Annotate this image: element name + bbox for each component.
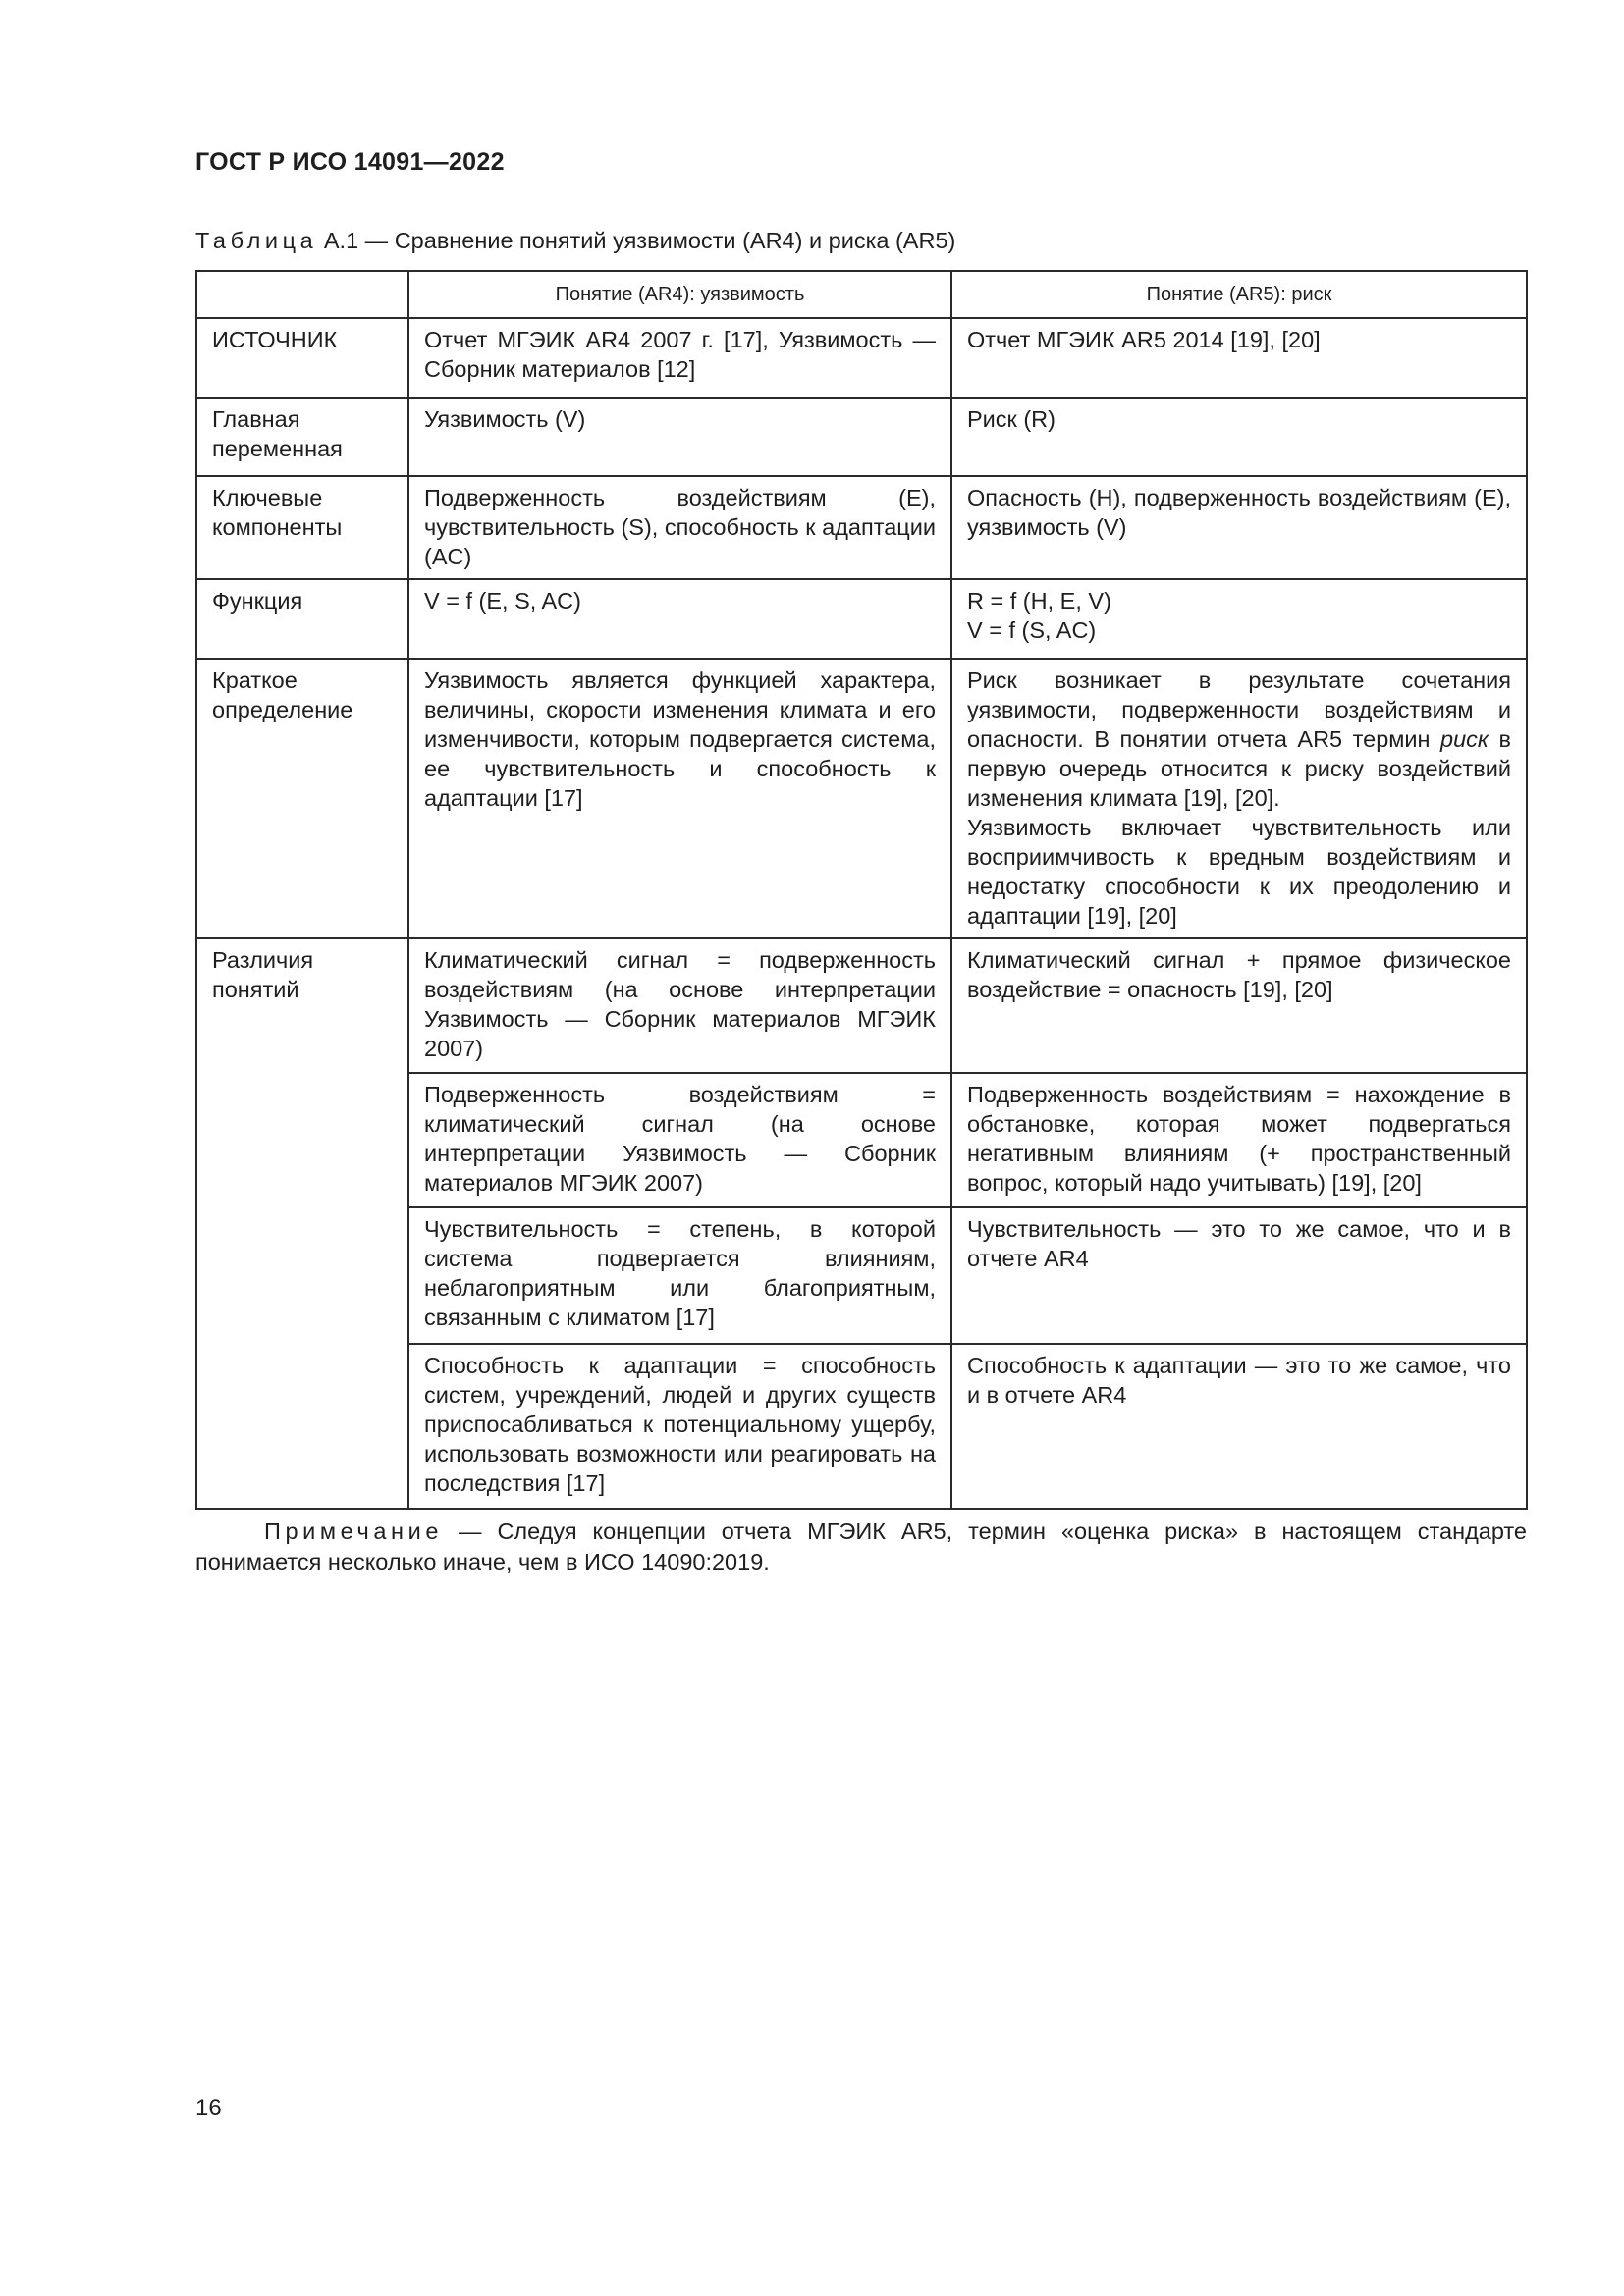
cell-ar5 [951, 579, 1527, 659]
table-row-main-variable [196, 398, 1527, 476]
definition-text: в первую очередь относится к риску воздействий изменения климата [19], [20]. [967, 726, 1511, 811]
cell-ar5: Опасность (H), подверженность воздействиям (E), уязвимость (V) [951, 476, 1527, 579]
cell-ar4: Климатический сигнал = подверженность воздействиям (на основе интерпретации Уязвимость — Сборник материалов МГЭИК 2007) [408, 938, 951, 1073]
note-text: — Следуя концепции отчета МГЭИК AR5, термин «оценка риска» в настоящем стандарте понимается несколько иначе, чем в ИСО 14090:2019. [195, 1519, 1527, 1575]
row-label: Краткое определение [196, 659, 408, 938]
cell-ar5: Чувствительность — это то же самое, что и в отчете AR4 [951, 1207, 1527, 1344]
row-label: Различия понятий [196, 938, 408, 1509]
formula-line: R = f (H, E, V) [967, 588, 1111, 614]
cell-ar5: Способность к адаптации — это то же самое, что и в отчете AR4 [951, 1344, 1527, 1509]
row-label: Главная переменная [196, 398, 408, 476]
table-row-key-components [196, 476, 1527, 579]
cell-ar4: Уязвимость является функцией характера, величины, скорости изменения климата и его изменчивости, которым подвергается система, ее чувствительность и способность к адаптации [17] [408, 659, 951, 938]
cell-ar4: V = f (E, S, AC) [408, 579, 951, 659]
table-row-differences [196, 938, 1527, 1073]
column-header-ar5: Понятие (AR5): риск [951, 271, 1527, 318]
table-row-definition [196, 659, 1527, 938]
table-header-row [196, 271, 1527, 318]
page-number: 16 [195, 2095, 222, 2121]
formula-line: V = f (S, AC) [967, 617, 1097, 643]
cell-ar5 [951, 659, 1527, 938]
cell-ar5: Климатический сигнал + прямое физическое воздействие = опасность [19], [20] [951, 938, 1527, 1073]
column-header-ar4: Понятие (AR4): уязвимость [408, 271, 951, 318]
column-header-empty [196, 271, 408, 318]
row-label: Функция [196, 579, 408, 659]
document-header: ГОСТ Р ИСО 14091—2022 [195, 148, 505, 176]
cell-ar4: Подверженность воздействиям (E), чувствительность (S), способность к адаптации (AC) [408, 476, 951, 579]
table-row-source [196, 318, 1527, 398]
table-row-function [196, 579, 1527, 659]
definition-paragraph [967, 666, 1511, 813]
cell-ar4: Отчет МГЭИК AR4 2007 г. [17], Уязвимость — Сборник материалов [12] [408, 318, 951, 398]
definition-term: риск [1440, 726, 1489, 752]
table-note [195, 1517, 1527, 1577]
comparison-table [195, 270, 1528, 1510]
table-caption-text: А.1 — Сравнение понятий уязвимости (AR4) и риска (AR5) [317, 228, 956, 253]
cell-ar4: Способность к адаптации = способность систем, учреждений, людей и других существ приспосабливаться к потенциальному ущербу, использовать возможности или реагировать на последствия [17] [408, 1344, 951, 1509]
cell-ar5: Подверженность воздействиям = нахождение в обстановке, которая может подвергаться негативным влияниям (+ пространственный вопрос, который надо учитывать) [19], [20] [951, 1073, 1527, 1207]
definition-text: Риск возникает в результате сочетания уязвимости, подверженности воздействиям и опасности. В понятии отчета AR5 термин [967, 667, 1511, 752]
table-caption [195, 228, 955, 254]
cell-ar4: Чувствительность = степень, в которой система подвергается влияниям, неблагоприятным или благоприятным, связанным с климатом [17] [408, 1207, 951, 1344]
row-label: Ключевые компоненты [196, 476, 408, 579]
note-prefix: Примечание [264, 1519, 444, 1544]
cell-ar5: Отчет МГЭИК AR5 2014 [19], [20] [951, 318, 1527, 398]
definition-paragraph: Уязвимость включает чувствительность или восприимчивость к вредным воздействиям и недостатку способности к их преодолению и адаптации [19], [20] [967, 815, 1511, 929]
cell-ar5: Риск (R) [951, 398, 1527, 476]
table-caption-prefix: Таблица [195, 228, 318, 253]
cell-ar4: Уязвимость (V) [408, 398, 951, 476]
cell-ar4: Подверженность воздействиям = климатический сигнал (на основе интерпретации Уязвимость — Сборник материалов МГЭИК 2007) [408, 1073, 951, 1207]
row-label: ИСТОЧНИК [196, 318, 408, 398]
